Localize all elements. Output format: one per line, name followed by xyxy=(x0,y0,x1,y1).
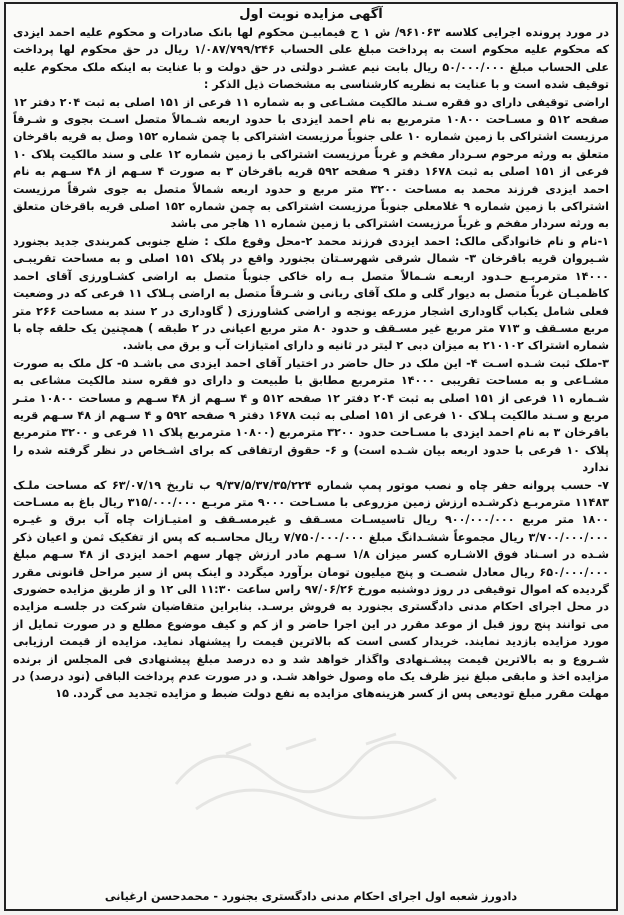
notice-paragraph-intro: در مورد پرونده اجرایی کلاسه ۹۶۱۰۶۳/ ش ۱ ح فیمابیـن محکوم لها بانک صادرات و محکوم علیه احمد ایزدی که محکوم علیه محکوم است به پرداخت مبلغ علی الحساب ۱/۰۸۷/۷۹۹/۲۴۶ ریال در حق محکوم لها پرداخت علی الحساب مبلغ ۵۰/۰۰۰/۰۰۰ ریال بابت نیم عشـر دولتی در حق دولت و با عنایت به اینکه ملک محکوم علیه توقیف شده است و با عنایت به نظریه کارشناسی به مشخصات ذیل الذکر : xyxy=(13,26,610,92)
notice-paragraph-land-description: اراضی توقیفی دارای دو فقره سـند مالکیت مشـاعی و به شماره ۱۱ فرعی از ۱۵۱ اصلی به ثبت ۲۰۴ دفتر ۱۲ صفحه ۵۱۲ و مسـاحت ۱۰۸۰۰ مترمربع به نام احمد ایزدی با حدود اربعه شـمالاً متصل اسـت بجوی و شـرقاً مرزیست اشتراکی با زمین شماره ۱۰ علی جنوباً مرزیست اشتراکی با چمن شماره ۱۵۲ وصل به قریه باقرخان متعلق به ورثه مرحوم سـردار مفخم و غرباً مرزیست اشتراکی با زمین شماره ۱۲ علی و سند مالکیت پلاک ۱۰ فرعی از ۱۵۱ اصلی به ثبت ۱۶۷۸ دفتر ۹ صفحه ۵۹۲ قریه باقرخان ۳ به صورت ۴ سـهم از ۴۸ سـهم به نام احمد ایزدی فرزند محمد به مساحت ۳۲۰۰ متر مربع و حدود اربعه شمالاً متصل به جوی شرقاً مرزیست اشتراکی با زمین شماره ۹ غلامعلی جنوباً مرزیست اشتراکی به چمن شماره ۱۵۲ اصلی قریه باقرخان متعلق به ورثه سردار مفخم و غرباً مرزیست اشتراکی با زمین شماره ۱۱ هاجر می باشد xyxy=(13,95,610,231)
notice-title: آگهی مزایده نوبت اول xyxy=(239,7,383,22)
notice-paragraph-valuation-terms: ۷- حسب پروانه حفر چاه و نصب موتور پمپ شماره ۹/۳۷/۵/۳۷/۳۵/۲۲۴ ب تاریخ ۶۳/۰۷/۱۹ که مساحت ملـک ۱۱۴۸۳ مترمربـع ذکرشـده ارزش زمین مزروعی با مسـاحت ۹۰۰۰ متر مربـع ۳۱۵/۰۰۰/۰۰۰ ریال باغ به مسـاحت ۱۸۰۰ متر مربع ۹۰۰/۰۰۰/۰۰۰ ریال تاسیسـات مسـقف و غیرمسـقف و امتیـازات چاه آب برق و غیـره ۳/۷۰۰/۰۰۰/۰۰۰ ریال مجموعاً ششـدانگ مبلغ ۷/۷۵۰/۰۰۰/۰۰۰ ریال محاسـبه که پس از تفکیک ثمن و اعیان ذکر شـده در اسـناد فوق الاشـاره کسر میزان ۱/۸ سـهم مادر ارزش چهار سهم احمد ایزدی از ۴۸ سـهم مبلغ ۶۵۰/۰۰۰/۰۰۰ ریال معادل شصـت و پنج میلیون تومان برآورد میگردد و اینک پس از سیر مراحل قانونی مقرر گردیده که اموال توقیفی در روز دوشنبه مورخ ۹۷/۰۶/۲۶ راس ساعت ۱۱:۳۰ الی ۱۲ و از طریق مزایده حضوری در محل اجرای احکام مدنی دادگستری بجنورد به فروش برسـد. بنابراین متقاضیان شرکت در جلسـه مزایده می توانند پنج روز قبل از موعد مقرر در این اجرا حاضر و از کم و کیف موضوع مطلع و در صورت تمایل از مورد مزایده بازدید نمایند. خریدار کسی است که بالاترین قیمت را پیشنهاد نماید. مزایده از قیمت ارزیابی شـروع و به بالاترین قیمت پیشـنهادی واگذار خواهد شد و ده درصد مبلغ پیشنهادی فی المجلس از برنده مزایده اخذ و مابقی مبلغ نیز ظرف یک ماه وصول خواهد شـد. و در صورت عدم پرداخت الباقی (نود درصد) در مهلت مقرر مبلغ تودیعی پس از کسر هزینه‌های مزایده به نفع دولت ضبط و مزایده تجدید می گردد. ۱۵ xyxy=(13,478,609,701)
notice-paragraph-registration: ۳-ملک ثبت شـده اسـت ۴- این ملک در حال حاضر در اختیار آقای احمد ایزدی می باشـد ۵- کل ملک به صورت مشـاعی و به مساحت تقریبی ۱۴۰۰۰ مترمربع مطابق با طبیعت و دارای دو فقره سند مالکیت مشاعی به شـماره ۱۱ فرعی از ۱۵۱ اصلی به ثبت ۲۰۴ دفتر ۱۲ صفحه ۵۱۲ و ۴ سـهم از ۴۸ سـهم و مساحت ۱۰۸۰۰ متـر مربع و سـند مالکیت پـلاک ۱۰ فرعی از ۱۵۱ اصلی به ثبت ۱۶۷۸ دفتر ۹ صفحه ۵۹۲ و ۴ سـهم از ۴۸ سـهم قریه باقرخان ۳ به نام احمد ایزدی با مسـاحت حدود ۳۲۰۰ مترمربع (۱۰۸۰۰ مترمربع پلاک ۱۱ فرعی و ۳۲۰۰ مترمربع پلاک ۱۰ فرعی با حدود اربعه بیان شـده است) و ۶- حقوق ارتفاقی که برای اشـخاص در نظر گرفته شده را ندارد xyxy=(13,356,610,475)
notice-paragraph-owner-location: ۱-نام و نام خانوادگی مالک: احمد ایزدی فرزند محمد ۲-محل وقوع ملک : ضلع جنوبی کمربندی جدید بجنورد شـیروان قریه باقرخان ۳- شمال شرقی شهرسـتان بجنورد واقع در پلاک ۱۵۱ اصلی و به مساحت تقریبـی ۱۴۰۰۰ مترمربـع حـدود اربعـه شـمالاً متصل بـه راه خاکی جنوباً متصل به اراضی کشـاورزی آقای احمد کاظمیـان غرباً متصل به دیوار گلی و ملک آقای ربانی و شـرقاً متصل به اراضی پـلاک ۱۱ فرعی که در وضعیت فعلی شامل یکباب گاوداری اشجار مزرعه یونجه و اراضی کشاورزی ( گاوداری در ۲ سند به مساحت ۲۶۶ متر مربع مسـقف و ۷۱۳ متر مربع غیر مسـقف و حدود ۸۰ متر مربع اعیانی در ۲ طبقه ) همچنین یک حلقه چاه با شماره اشتراک ۲۱۰۱۰۲ به میزان دبی ۲ لیتر در ثانیه و دارای امتیازات آب و برق می باشد. xyxy=(13,234,610,353)
auction-notice xyxy=(4,2,618,911)
notice-signature: دادورز شعبه اول اجرای احکام مدنی دادگستری بجنورد - محمدحسن ارغیانی xyxy=(104,890,518,903)
stamp-watermark-icon xyxy=(156,704,476,844)
